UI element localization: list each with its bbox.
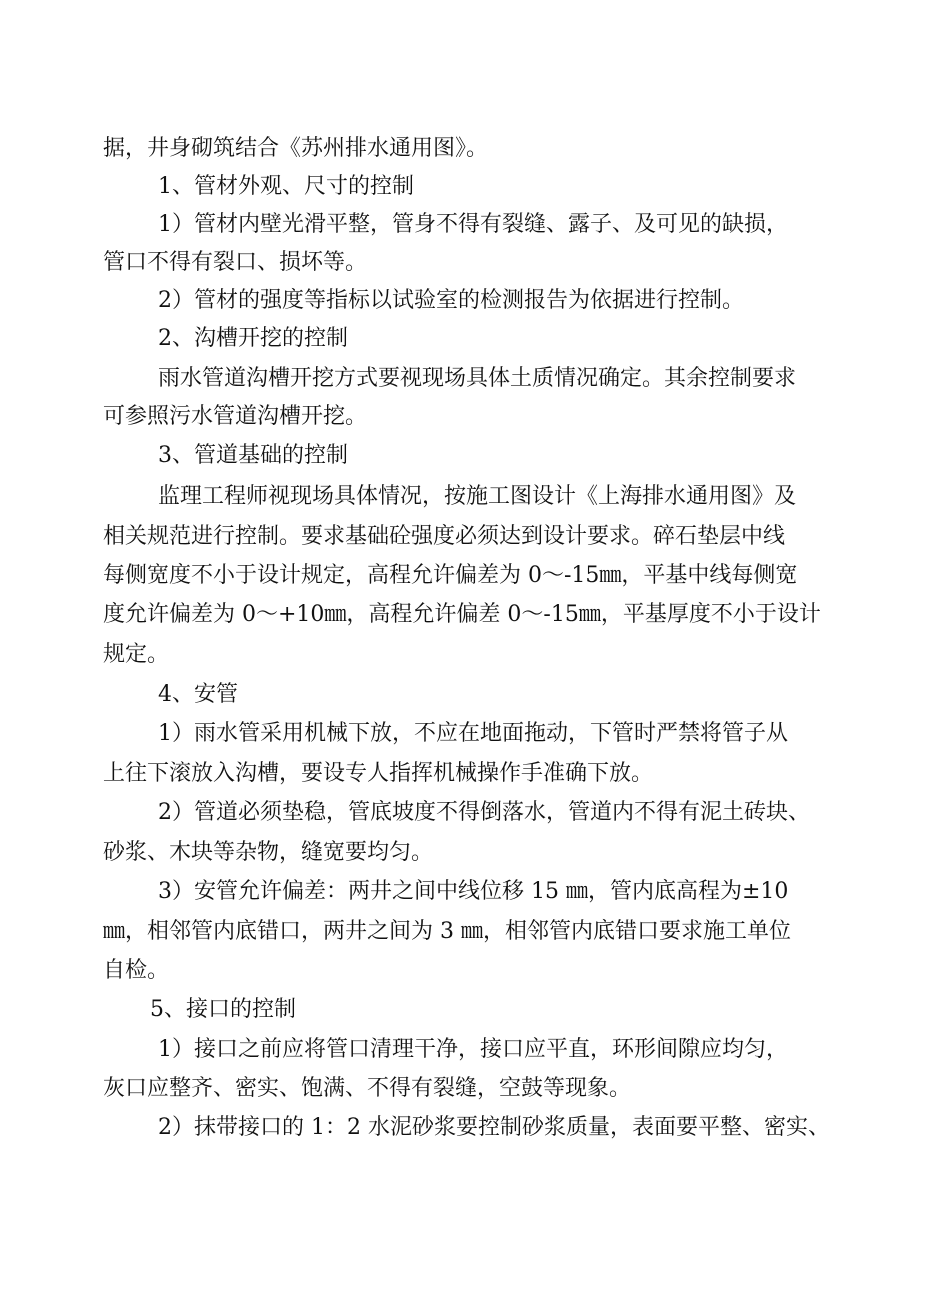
paragraph-3-cont-3: 度允许偏差为 0～+10㎜，高程允许偏差 0～-15㎜，平基厚度不小于设计 bbox=[103, 602, 821, 627]
list-item-4-1: 1）雨水管采用机械下放，不应在地面拖动，下管时严禁将管子从 bbox=[158, 721, 788, 746]
list-item-4-3-cont-1: ㎜，相邻管内底错口，两井之间为 3 ㎜，相邻管内底错口要求施工单位 bbox=[103, 919, 791, 944]
list-item-1-1-cont: 管口不得有裂口、损坏等。 bbox=[103, 250, 368, 275]
list-item-4-2-cont: 砂浆、木块等杂物，缝宽要均匀。 bbox=[103, 840, 434, 865]
paragraph-line-continuation: 据，井身砌筑结合《苏州排水通用图》。 bbox=[103, 136, 489, 161]
list-item-1-1: 1）管材内壁光滑平整，管身不得有裂缝、露子、及可见的缺损， bbox=[158, 212, 788, 237]
section-heading-1: 1、管材外观、尺寸的控制 bbox=[158, 174, 414, 199]
list-item-4-1-cont: 上往下滚放入沟槽，要设专人指挥机械操作手准确下放。 bbox=[103, 761, 654, 786]
paragraph-3-cont-2: 每侧宽度不小于设计规定，高程允许偏差为 0～-15㎜，平基中线每侧宽 bbox=[103, 563, 798, 588]
list-item-5-1-cont: 灰口应整齐、密实、饱满、不得有裂缝，空鼓等现象。 bbox=[103, 1076, 632, 1101]
section-heading-4: 4、安管 bbox=[158, 682, 238, 707]
section-heading-3: 3、管道基础的控制 bbox=[158, 443, 348, 468]
paragraph-3-cont-1: 相关规范进行控制。要求基础砼强度必须达到设计要求。碎石垫层中线 bbox=[103, 524, 786, 549]
list-item-1-2: 2）管材的强度等指标以试验室的检测报告为依据进行控制。 bbox=[158, 288, 744, 313]
paragraph-2: 雨水管道沟槽开挖方式要视现场具体土质情况确定。其余控制要求 bbox=[158, 366, 797, 391]
list-item-4-3: 3）安管允许偏差：两井之间中线位移 15 ㎜，管内底高程为±10 bbox=[158, 879, 789, 904]
section-heading-2: 2、沟槽开挖的控制 bbox=[158, 326, 348, 351]
list-item-5-2: 2）抹带接口的 1：2 水泥砂浆要控制砂浆质量，表面要平整、密实、 bbox=[158, 1115, 830, 1140]
list-item-5-1: 1）接口之前应将管口清理干净，接口应平直，环形间隙应均匀， bbox=[158, 1037, 788, 1062]
paragraph-2-cont: 可参照污水管道沟槽开挖。 bbox=[103, 404, 368, 429]
list-item-4-2: 2）管道必须垫稳，管底坡度不得倒落水，管道内不得有泥土砖块、 bbox=[158, 800, 810, 825]
section-heading-5: 5、接口的控制 bbox=[150, 997, 296, 1022]
paragraph-3: 监理工程师视现场具体情况，按施工图设计《上海排水通用图》及 bbox=[158, 484, 797, 509]
paragraph-3-cont-4: 规定。 bbox=[103, 642, 170, 667]
list-item-4-3-cont-2: 自检。 bbox=[103, 958, 170, 983]
